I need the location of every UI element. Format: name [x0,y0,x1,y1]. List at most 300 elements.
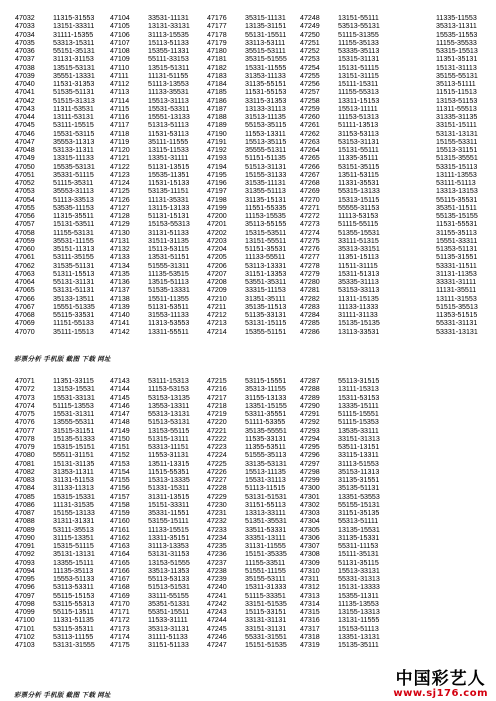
code-value: 35135-55551 [245,426,287,435]
code-value: 53513-55131 [338,22,380,31]
code-value: 13315-11133 [53,154,94,163]
code-value: 13113-33531 [338,327,380,336]
issue-number: 47105 [110,22,130,31]
table-row [436,319,478,327]
table-row [15,121,95,129]
issue-number: 47154 [110,467,130,476]
issue-number: 47111 [110,71,129,80]
code-value: 35553-31113 [53,187,94,196]
table-row [436,88,478,96]
code-value: 55313-13131 [148,410,190,418]
table-row [110,72,190,80]
table-row [15,187,95,195]
code-value: 13515-51311 [148,63,190,72]
issue-number: 47289 [300,393,320,402]
issue-number: 47274 [300,228,320,237]
table-row [207,138,287,146]
code-value: 11335-11553 [436,14,477,22]
code-value: 35331-51115 [53,170,94,179]
table-row [15,633,95,641]
issue-number: 47235 [207,542,227,550]
table-row [110,443,190,451]
table-row [207,237,287,245]
issue-number: 47231 [207,509,227,517]
issue-number: 47196 [207,179,227,187]
code-value: 33151-51535 [245,599,287,608]
table-row [207,146,287,154]
issue-number: 47291 [300,410,320,418]
table-row [110,567,190,575]
issue-number: 47253 [300,55,320,64]
table-row [300,583,380,591]
code-value: 11553-31131 [148,451,189,460]
issue-number: 47158 [110,500,130,509]
code-value: 31311-31331 [53,517,95,526]
issue-number: 47168 [110,583,130,592]
issue-number: 47047 [15,137,35,146]
table-row [110,237,190,245]
table-row [300,468,380,476]
table-row [207,245,287,253]
code-value: 31135-15131 [245,195,287,204]
code-value: 35131-13131 [53,550,95,559]
code-value: 11133-11333 [338,302,379,311]
table-row [110,286,190,294]
table-row [15,220,95,228]
code-value: 33351-13111 [245,533,286,542]
issue-number: 47222 [207,434,227,443]
issue-number: 47163 [110,542,130,550]
code-value: 11151-55133 [53,319,94,328]
table-row [207,278,287,286]
code-value: 15135-35111 [338,641,379,649]
issue-number: 47210 [207,294,227,303]
table-row [300,633,380,641]
issue-number: 47277 [300,253,320,262]
code-value: 51535-51131 [53,88,95,97]
code-value: 15131-53511 [53,220,95,229]
table-row [207,64,287,72]
code-value: 15151-51535 [245,641,287,649]
code-value: 13153-51153 [436,96,478,105]
code-value: 15531-53311 [148,104,190,113]
table-row [300,517,380,525]
issue-number: 47088 [15,517,35,526]
table-row [110,559,190,567]
code-value: 51551-11155 [245,566,286,575]
table-row [300,55,380,63]
code-value: 11331-51135 [53,616,94,625]
code-value: 33513-11353 [148,566,190,575]
code-value: 15131-51115 [338,63,379,72]
table-row [110,608,190,616]
table-row [15,138,95,146]
issue-number: 47223 [207,443,227,451]
issue-number: 47085 [15,492,35,501]
code-value: 11131-35331 [148,195,189,204]
code-value: 51313-51113 [148,121,189,130]
code-value: 53113-53311 [53,583,94,592]
table-row [15,625,95,633]
code-value: 51355-15531 [338,228,380,237]
issue-number: 47220 [207,418,227,427]
issue-number: 47271 [300,203,320,212]
issue-number: 47151 [110,443,130,451]
code-value: 53131-13131 [436,129,478,138]
table-row [207,163,287,171]
issue-number: 47087 [15,509,35,517]
code-value: 15531-31113 [245,476,286,484]
issue-number: 47294 [300,434,320,443]
code-value: 11131-31535 [53,500,94,509]
table-row [207,418,287,426]
issue-number: 47061 [15,253,35,262]
code-value: 13111-13553 [436,170,477,179]
table-row [15,253,95,261]
code-value: 15315-51115 [53,542,94,550]
issue-number: 47302 [300,500,320,509]
issue-number: 47040 [15,80,35,88]
code-value: 53535-11153 [53,203,94,212]
issue-number: 47266 [300,162,320,171]
table-row [15,196,95,204]
issue-number: 47156 [110,484,130,493]
code-value: 51151-35531 [245,245,287,253]
table-row [300,311,380,319]
table-row [207,394,287,402]
issue-number: 47051 [15,170,35,179]
code-value: 15131-31113 [436,63,477,72]
code-value: 15531-53115 [53,129,95,138]
table-row [110,138,190,146]
issue-number: 47077 [15,426,35,435]
code-value: 35135-51131 [338,484,380,493]
code-value: 11135-13553 [338,599,379,608]
issue-number: 47065 [15,286,35,295]
issue-number: 47073 [15,393,35,402]
code-value: 15511-11355 [148,294,189,303]
table-row [436,105,478,113]
table-row [207,47,287,55]
code-value: 11531-15133 [148,179,190,187]
issue-number: 47176 [207,14,227,22]
code-value: 31113-15535 [148,30,189,39]
table-row [207,509,287,517]
table-row [300,427,380,435]
code-value: 35133-13511 [53,294,95,303]
issue-number: 47290 [300,401,320,410]
code-value: 11353-51515 [436,311,478,319]
issue-number: 47202 [207,228,227,237]
table-row [15,212,95,220]
table-row [300,31,380,39]
issue-number: 47137 [110,286,130,295]
issue-number: 47157 [110,492,130,501]
table-row [207,55,287,63]
issue-number: 47206 [207,261,227,270]
issue-number: 47060 [15,245,35,253]
issue-number: 47050 [15,162,35,171]
code-value: 15113-51133 [148,38,189,47]
table-row [300,47,380,55]
table-row [300,295,380,303]
code-value: 53111-51113 [436,179,476,187]
table-row [15,427,95,435]
table-row [207,105,287,113]
table-row [436,295,478,303]
code-value: 15551-13133 [148,113,190,121]
code-value: 31355-51113 [245,187,286,196]
code-value: 13553-13311 [148,401,190,410]
issue-number: 47192 [207,146,227,154]
issue-number: 47042 [15,96,35,105]
code-value: 51353-51131 [436,245,478,253]
code-value: 35313-33151 [338,245,380,253]
issue-number: 47251 [300,38,320,47]
issue-number: 47263 [300,137,320,146]
issue-number: 47214 [207,327,227,336]
table-row [300,179,380,187]
table-row [300,600,380,608]
code-value: 31113-13353 [148,542,189,550]
issue-number: 47167 [110,575,130,583]
table-row [15,509,95,517]
bottom-column-4 [300,377,380,649]
code-value: 51113-11515 [245,484,286,493]
table-row [15,270,95,278]
table-row [300,154,380,162]
issue-number: 47106 [110,30,130,39]
code-value: 55131-31131 [53,278,95,286]
code-value: 15151-33311 [148,500,190,509]
code-value: 53331-13131 [436,327,478,336]
code-value: 35351-11511 [436,203,477,212]
code-value: 15153-51113 [338,624,379,633]
table-row [110,55,190,63]
table-row [207,534,287,542]
issue-number: 47199 [207,203,227,212]
code-value: 51331-15311 [148,484,190,493]
table-row [436,72,478,80]
issue-number: 47186 [207,96,227,105]
table-row [300,204,380,212]
table-row [436,80,478,88]
table-row [436,212,478,220]
issue-number: 47161 [110,525,130,534]
table-row [300,253,380,261]
table-row [110,641,190,649]
code-value: 15131-13333 [338,583,380,592]
table-row [15,295,95,303]
table-row [436,47,478,55]
top-column-5 [436,14,478,336]
code-value: 35335-31113 [338,278,379,286]
issue-number: 47078 [15,434,35,443]
code-value: 31111-31133 [338,311,378,319]
code-value: 51131-15131 [148,212,190,220]
table-row [436,163,478,171]
issue-number: 47155 [110,476,130,484]
issue-number: 47130 [110,228,130,237]
issue-number: 47049 [15,154,35,163]
issue-number: 47175 [110,641,130,649]
issue-number: 47254 [300,63,320,72]
code-value: 11511-31115 [338,261,378,270]
table-row [110,295,190,303]
code-value: 13131-33131 [148,22,190,31]
code-value: 31515-31151 [53,426,95,435]
issue-number: 47233 [207,525,227,534]
issue-number: 47278 [300,261,320,270]
table-row [110,616,190,624]
table-row [300,509,380,517]
issue-number: 47084 [15,484,35,493]
code-value: 15315-53511 [245,228,287,237]
code-value: 33135-53131 [245,459,287,468]
code-value: 11351-15113 [338,253,379,262]
table-row [436,64,478,72]
issue-number: 47316 [300,616,320,625]
code-value: 11315-31553 [53,14,95,22]
code-value: 55115-35531 [436,195,478,204]
table-row [15,328,95,336]
table-row [15,484,95,492]
code-value: 11153-51313 [338,113,379,121]
table-row [110,39,190,47]
table-row [110,476,190,484]
issue-number: 47125 [110,187,130,196]
issue-number: 47248 [300,14,320,22]
table-row [436,55,478,63]
table-row [110,22,190,30]
issue-number: 47090 [15,533,35,542]
issue-number: 47074 [15,401,35,410]
code-value: 31115-13351 [53,533,94,542]
table-row [207,171,287,179]
issue-number: 47109 [110,55,130,64]
table-row [436,14,478,22]
table-row [300,220,380,228]
issue-number: 47249 [300,22,320,31]
code-value: 51135-31551 [436,253,478,262]
top-column-3 [207,14,287,336]
issue-number: 47128 [110,212,130,220]
table-row [300,97,380,105]
table-row [436,113,478,121]
table-row [15,418,95,426]
table-row [15,377,95,385]
table-row [110,509,190,517]
issue-number: 47273 [300,220,320,229]
table-row [207,187,287,195]
code-value: 31113-51553 [338,459,379,468]
table-row [300,559,380,567]
code-value: 13313-13153 [436,187,478,196]
table-row [15,286,95,294]
table-row [110,328,190,336]
issue-number: 47224 [207,451,227,460]
table-row [15,163,95,171]
table-row [207,550,287,558]
table-row [300,163,380,171]
table-row [300,187,380,195]
table-row [110,633,190,641]
table-row [110,245,190,253]
issue-number: 47123 [110,170,130,179]
table-row [207,583,287,591]
code-value: 15513-31113 [148,96,189,105]
code-value: 11531-53113 [148,129,189,138]
code-value: 35155-55131 [436,71,478,80]
issue-number: 47295 [300,443,320,451]
table-row [300,476,380,484]
issue-number: 47208 [207,278,227,286]
issue-number: 47234 [207,533,227,542]
table-row [110,501,190,509]
code-value: 13531-51151 [148,253,190,262]
issue-number: 47070 [15,327,35,336]
issue-number: 47209 [207,286,227,295]
table-row [207,270,287,278]
code-value: 53111-35513 [53,525,94,534]
code-value: 55115-15153 [53,591,95,600]
code-value: 53133-11311 [53,146,94,154]
code-value: 15551-51335 [53,302,95,311]
issue-number: 47107 [110,38,130,47]
code-value: 55113-31515 [338,377,380,385]
issue-number: 47315 [300,608,320,616]
issue-number: 47218 [207,401,227,410]
code-value: 13351-13131 [338,632,380,641]
code-value: 51115-15353 [338,418,379,427]
issue-number: 47193 [207,154,227,163]
table-row [110,196,190,204]
code-value: 51351-35531 [245,517,287,526]
issue-number: 47236 [207,550,227,559]
table-row [300,262,380,270]
issue-number: 47104 [110,14,130,22]
code-value: 11133-15515 [148,525,189,534]
table-row [15,394,95,402]
code-value: 15135-15135 [338,319,380,328]
code-value: 15155-13133 [53,509,95,517]
code-value: 53111-15313 [148,377,189,385]
code-value: 51131-35115 [338,558,379,567]
table-row [15,14,95,22]
code-value: 31153-53113 [338,129,379,138]
table-row [207,97,287,105]
table-row [15,542,95,550]
code-value: 53111-35155 [53,253,94,262]
issue-number: 47064 [15,278,35,286]
code-value: 31131-31153 [53,55,94,64]
table-row [110,105,190,113]
code-value: 53313-11151 [148,443,189,451]
issue-number: 47288 [300,385,320,394]
table-row [207,493,287,501]
code-value: 33151-31131 [245,624,287,633]
issue-number: 47269 [300,187,320,196]
code-value: 55111-33153 [148,55,189,64]
issue-number: 47228 [207,484,227,493]
table-row [207,616,287,624]
code-value: 53115-55313 [53,599,95,608]
issue-number: 47272 [300,212,320,220]
table-row [300,303,380,311]
table-row [436,154,478,162]
issue-number: 47117 [110,121,130,130]
code-value: 13135-15531 [338,525,380,534]
